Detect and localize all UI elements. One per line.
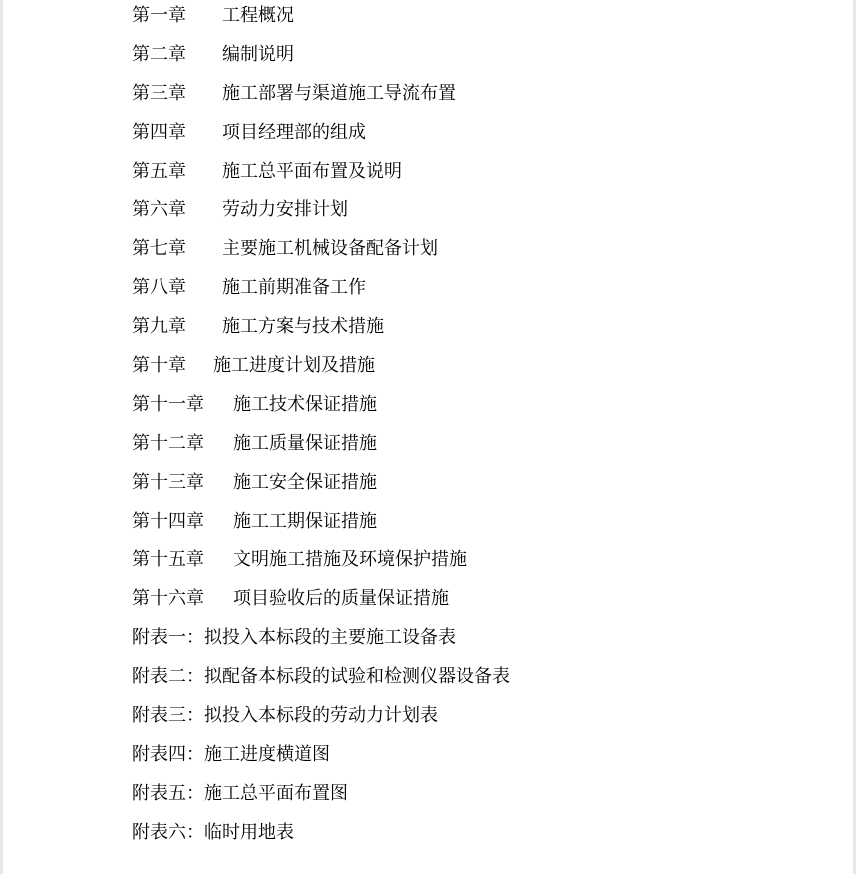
chapter-title: 工程概况: [222, 5, 294, 26]
chapter-title: 文明施工措施及环境保护措施: [233, 549, 467, 571]
appendix-label: 附表四：施工进度横道图: [132, 743, 330, 765]
chapter-title: 施工进度计划及措施: [213, 355, 375, 377]
toc-chapter-5: [132, 160, 832, 199]
toc-chapter-4: [132, 121, 832, 160]
chapter-title: 劳动力安排计划: [222, 199, 348, 221]
toc-chapter-14: [132, 510, 832, 549]
toc-appendix-4: [132, 743, 832, 782]
toc-chapter-8: [132, 276, 832, 315]
chapter-number: 第十五章: [132, 549, 204, 571]
table-of-contents: [132, 4, 832, 860]
toc-chapter-12: [132, 432, 832, 471]
appendix-label: 附表三：拟投入本标段的劳动力计划表: [132, 705, 438, 727]
toc-chapter-2: [132, 43, 832, 82]
chapter-number: 第四章: [132, 121, 186, 143]
toc-chapter-3: [132, 82, 832, 121]
chapter-number: 第十二章: [132, 432, 204, 454]
chapter-number: 第七章: [132, 238, 186, 260]
chapter-number: 第九章: [132, 316, 186, 338]
chapter-number: 第十三章: [132, 471, 204, 493]
chapter-title: 施工部署与渠道施工导流布置: [222, 82, 456, 104]
chapter-title: 施工前期准备工作: [222, 277, 366, 299]
chapter-title: 项目经理部的组成: [222, 121, 366, 143]
chapter-number: 第十四章: [132, 510, 204, 532]
toc-chapter-6: [132, 198, 832, 237]
chapter-number: 第一章: [132, 5, 186, 26]
chapter-number: 第五章: [132, 160, 186, 182]
toc-chapter-13: [132, 471, 832, 510]
appendix-label: 附表五：施工总平面布置图: [132, 782, 348, 804]
chapter-title: 施工安全保证措施: [233, 471, 377, 493]
toc-chapter-10: [132, 354, 832, 393]
chapter-title: 施工质量保证措施: [233, 432, 377, 454]
chapter-title: 主要施工机械设备配备计划: [222, 238, 438, 260]
toc-chapter-15: [132, 548, 832, 587]
chapter-title: 编制说明: [222, 43, 294, 65]
chapter-title: 施工技术保证措施: [233, 393, 377, 415]
chapter-title: 项目验收后的质量保证措施: [233, 588, 449, 610]
page-left-edge: [0, 0, 3, 874]
toc-appendix-1: [132, 626, 832, 665]
toc-chapter-7: [132, 237, 832, 276]
toc-chapter-9: [132, 315, 832, 354]
appendix-label: 附表六：临时用地表: [132, 821, 294, 843]
appendix-label: 附表二：拟配备本标段的试验和检测仪器设备表: [132, 666, 510, 688]
chapter-title: 施工方案与技术措施: [222, 316, 384, 338]
appendix-label: 附表一：拟投入本标段的主要施工设备表: [132, 627, 456, 649]
chapter-number: 第二章: [132, 43, 186, 65]
chapter-number: 第三章: [132, 82, 186, 104]
toc-appendix-6: [132, 821, 832, 860]
chapter-title: 施工总平面布置及说明: [222, 160, 402, 182]
chapter-number: 第十六章: [132, 588, 204, 610]
chapter-number: 第十章: [132, 355, 186, 377]
toc-appendix-2: [132, 665, 832, 704]
chapter-number: 第十一章: [132, 393, 204, 415]
chapter-title: 施工工期保证措施: [233, 510, 377, 532]
toc-chapter-16: [132, 587, 832, 626]
chapter-number: 第六章: [132, 199, 186, 221]
chapter-number: 第八章: [132, 277, 186, 299]
toc-chapter-1: [132, 4, 832, 43]
toc-appendix-5: [132, 782, 832, 821]
toc-chapter-11: [132, 393, 832, 432]
toc-appendix-3: [132, 704, 832, 743]
